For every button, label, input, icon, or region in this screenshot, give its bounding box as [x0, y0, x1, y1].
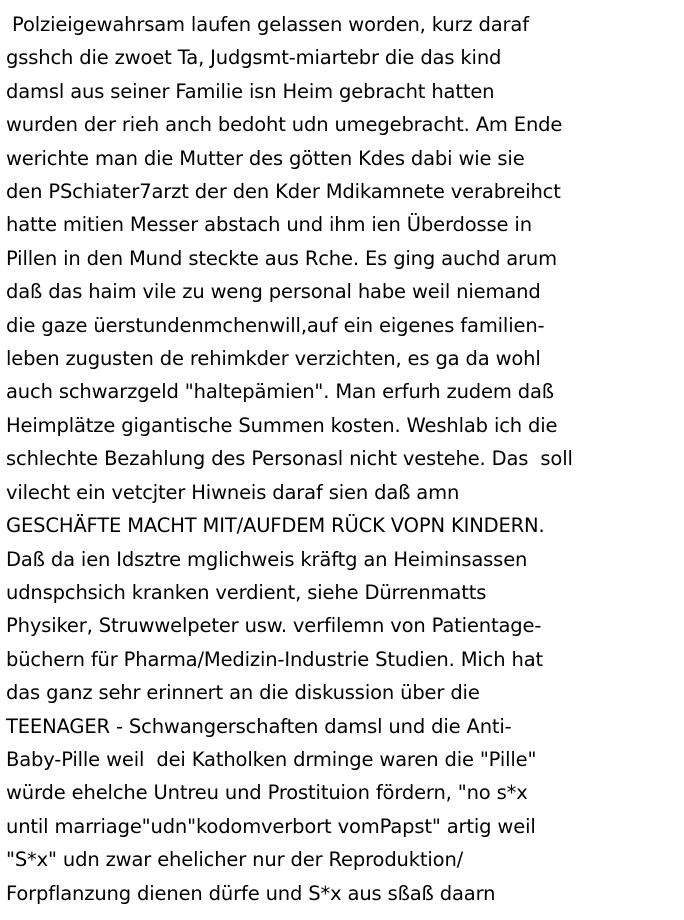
document-text-line: daß das haim vile zu weng personal habe weil niemand — [6, 280, 541, 304]
document-text-line: udnspchsich kranken verdient, siehe Dürrenmatts — [6, 580, 487, 604]
document-text-line: werichte man die Mutter des götten Kdes dabi wie sie — [6, 146, 525, 170]
document-text-line: schlechte Bezahlung des Personasl nicht vestehe. Das soll — [6, 447, 573, 471]
document-text-line: wurden der rieh anch bedoht udn umegebracht. Am Ende — [6, 113, 563, 137]
document-text-line: damsl aus seiner Familie isn Heim gebracht hatten — [6, 79, 495, 103]
document-text-line: würde ehelche Untreu und Prostituion fördern, "no s*x — [6, 781, 528, 805]
document-text-line: GESCHÄFTE MACHT MIT/AUFDEM RÜCK VOPN KINDERN. — [6, 514, 545, 538]
document-text-line: den PSchiater7arzt der den Kder Mdikamnete verabreihct — [6, 180, 561, 204]
document-text-line: until marriage"udn"kodomverbort vomPapst" artig weil — [6, 814, 536, 838]
document-text-line: "S*x" udn zwar ehelicher nur der Reproduktion/ — [6, 848, 464, 872]
document-text-line: leben zugusten de rehimkder verzichten, es ga da wohl — [6, 347, 541, 371]
document-text-line: vilecht ein vetcjter Hiwneis daraf sien daß amn — [6, 480, 460, 504]
document-text-line: Physiker, Struwwelpeter usw. verfilemn von Patientage- — [6, 614, 542, 638]
document-text-line: die gaze üerstundenmchenwill,auf ein eigenes familien- — [6, 313, 545, 337]
document-text-line: auch schwarzgeld "haltepämien". Man erfurh zudem daß — [6, 380, 554, 404]
document-text-line: gsshch die zwoet Ta, Judgsmt-miartebr die das kind — [6, 46, 502, 70]
document-text-line: TEENAGER - Schwangerschaften damsl und die Anti- — [6, 714, 512, 738]
document-text-line: Pillen in den Mund steckte aus Rche. Es ging auchd arum — [6, 246, 557, 270]
document-text-line: das ganz sehr erinnert an die diskussion über die — [6, 681, 480, 705]
document-text-line: Daß da ien Idsztre mglichweis kräftg an Heiminsassen — [6, 547, 528, 571]
document-text-line: Heimplätze gigantische Summen kosten. Weshlab ich die — [6, 413, 558, 437]
document-text-body — [6, 8, 678, 910]
document-text-line: Polzieigewahrsam laufen gelassen worden, kurz daraf — [6, 13, 529, 36]
document-text-line: Forpflanzung dienen dürfe und S*x aus sßaß daarn — [6, 881, 496, 905]
document-text-line: hatte mitien Messer abstach und ihm ien Überdosse in — [6, 213, 532, 237]
document-text-line: büchern für Pharma/Medizin-Industrie Studien. Mich hat — [6, 647, 543, 671]
document-text-line: Baby-Pille weil dei Katholken drminge waren die "Pille" — [6, 747, 537, 771]
